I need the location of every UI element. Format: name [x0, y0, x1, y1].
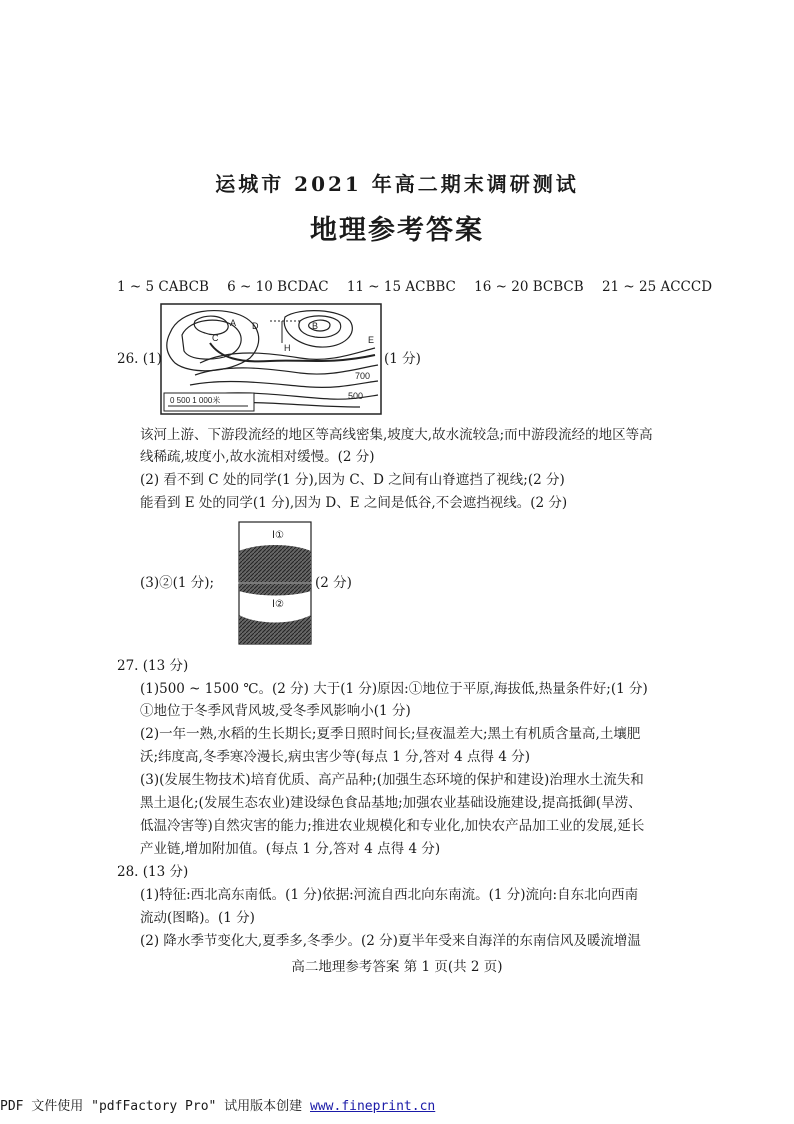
q27-line-2: ①地位于冬季风背风坡,受冬季风影响小(1 分)	[140, 703, 411, 719]
q26-text-line-4: 能看到 E 处的同学(1 分),因为 D、E 之间是低谷,不会遮挡视线。(2 分)	[140, 495, 568, 511]
contour-map-figure	[160, 303, 382, 415]
q27-line-1: (1)500 ~ 1500 ℃。(2 分) 大于(1 分)原因:①地位于平原,海拔低,热量条件好;(1 分)	[140, 681, 648, 697]
q26-part1-score: (1 分)	[384, 351, 421, 367]
q28-line-2: 流动(图略)。(1 分)	[140, 910, 255, 926]
q26-text-line-3: (2) 看不到 C 处的同学(1 分),因为 C、D 之间有山脊遮挡了视线;(2 分)	[140, 472, 565, 488]
q28-heading: 28. (13 分)	[117, 864, 189, 880]
q27-line-6: 黑土退化;(发展生态农业)建设绿色食品基地;加强农业基础设施建设,提高抵御(旱涝、	[140, 795, 642, 811]
q27-heading: 27. (13 分)	[117, 658, 189, 674]
answer-key-title: 地理参考答案	[310, 215, 484, 246]
q28-line-1: (1)特征:西北高东南低。(1 分)依据:河流自西北向东南流。(1 分)流向:自东北向西南	[140, 887, 639, 903]
svg-text:C: C	[212, 333, 219, 343]
q26-part1-label: 26. (1)	[117, 351, 162, 367]
exam-title: 运城市 2021 年高二期末调研测试	[215, 172, 579, 196]
contour-label-500: 500	[348, 391, 364, 401]
figure-label-1: Ⅰ①	[272, 530, 284, 541]
fineprint-link[interactable]: www.fineprint.cn	[310, 1099, 436, 1114]
profile-sketch-figure	[238, 521, 312, 645]
q26-text-line-1: 该河上游、下游段流经的地区等高线密集,坡度大,故水流较急;而中游段流经的地区等高	[140, 427, 653, 443]
q27-line-3: (2)一年一熟,水稻的生长期长;夏季日照时间长;昼夜温差大;黑土有机质含量高,土壤肥	[140, 726, 641, 742]
q27-line-4: 沃;纬度高,冬季寒冷漫长,病虫害少等(每点 1 分,答对 4 点得 4 分)	[140, 749, 530, 765]
svg-text:A: A	[230, 318, 237, 328]
mc-group-2: 6 ~ 10 BCDAC	[227, 279, 329, 295]
mc-group-3: 11 ~ 15 ACBBC	[346, 279, 456, 295]
mc-group-5: 21 ~ 25 ACCCD	[601, 279, 713, 295]
map-scale: 0 500 1 000米	[170, 396, 221, 405]
pdf-watermark-footer	[0, 1095, 435, 1114]
multiple-choice-answers	[117, 277, 726, 297]
page-footer: 高二地理参考答案 第 1 页(共 2 页)	[291, 959, 503, 975]
svg-text:E: E	[368, 335, 375, 345]
q28-line-3: (2) 降水季节变化大,夏季多,冬季少。(2 分)夏半年受来自海洋的东南信风及暖流增温	[140, 933, 641, 949]
q27-line-5: (3)(发展生物技术)培育优质、高产品种;(加强生态环境的保护和建设)治理水土流失和	[140, 772, 644, 788]
q26-part3-label: (3)②(1 分);	[140, 575, 215, 591]
q27-line-8: 产业链,增加附加值。(每点 1 分,答对 4 点得 4 分)	[140, 841, 441, 857]
q26-text-line-2: 线稀疏,坡度小,故水流相对缓慢。(2 分)	[140, 449, 375, 465]
q26-part3-score: (2 分)	[315, 575, 352, 591]
pdf-footer-text: PDF 文件使用 "pdfFactory Pro" 试用版本创建	[0, 1099, 311, 1114]
svg-text:D: D	[252, 321, 259, 331]
q27-line-7: 低温冷害等)自然灾害的能力;推进农业规模化和专业化,加快农产品加工业的发展,延长	[140, 818, 645, 834]
mc-group-1: 1 ~ 5 CABCB	[117, 279, 209, 295]
figure-label-2: Ⅰ②	[272, 599, 284, 610]
svg-text:B: B	[312, 321, 319, 331]
svg-text:H: H	[284, 343, 291, 353]
contour-label-700: 700	[355, 371, 371, 381]
mc-group-4: 16 ~ 20 BCBCB	[474, 279, 584, 295]
